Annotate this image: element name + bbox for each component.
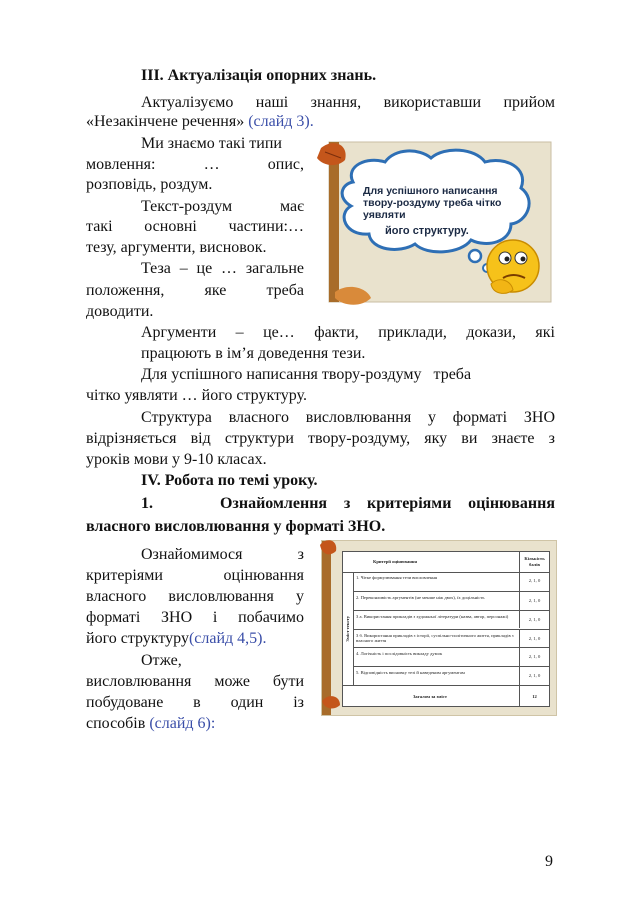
word: яке <box>204 282 227 299</box>
table-header <box>343 552 549 573</box>
slide-frame-strip <box>322 541 331 715</box>
table-row <box>353 666 549 685</box>
paragraph-line: Аргументи – це… факти, приклади, докази, які <box>141 324 555 341</box>
slide-image-criteria <box>321 540 557 716</box>
score-cell: 2, 1, 0 <box>519 611 549 629</box>
word: положення, <box>86 282 165 299</box>
table-row <box>353 610 549 629</box>
criterion-cell: 1. Чітке формулювання тези висловлення <box>356 575 437 580</box>
criteria-table <box>342 551 550 707</box>
total-value: 12 <box>519 686 549 707</box>
total-label: Загалом за зміст <box>413 694 447 699</box>
paragraph-line: Для успішного написання твору-роздуму треба <box>141 366 472 383</box>
text-span: способів <box>86 715 146 732</box>
word: треба <box>266 282 304 299</box>
paragraph-line: критеріями оцінювання <box>86 567 304 584</box>
word: … <box>203 156 220 173</box>
slide-frame-strip <box>329 142 339 302</box>
section-heading-iii: ІІІ. Актуалізація опорних знань. <box>141 67 377 84</box>
paragraph-line: форматі ЗНО і побачимо <box>86 609 304 626</box>
paragraph-line: відрізняється від структури твору-роздуму, яку ви знаєте з <box>86 430 555 447</box>
header-cell: Кількість балів <box>519 552 549 572</box>
table-row <box>353 572 549 591</box>
paragraph-line <box>86 112 314 132</box>
slide-reference: (слайд 3). <box>248 113 314 130</box>
word: опис, <box>267 156 304 173</box>
paragraph-line <box>86 693 304 713</box>
table-row-total <box>343 685 549 707</box>
paragraph-line: чітко уявляти … його структуру. <box>86 387 307 404</box>
bubble-text-line: його структуру. <box>385 225 469 237</box>
paragraph-line: висловлювання може бути <box>86 673 304 690</box>
score-cell: 2, 1, 0 <box>519 572 549 591</box>
text-span: його структуру <box>86 630 189 647</box>
text-span: «Незакінчене речення» <box>86 113 245 130</box>
paragraph-line <box>86 281 304 301</box>
criterion-cell: 3 б. Використання прикладів з історії, суспільно-політичного життя, прикладів з власного життя <box>356 632 514 644</box>
table-row <box>353 647 549 666</box>
bubble-text-line: уявляти <box>363 209 406 221</box>
word: один <box>230 694 264 711</box>
criterion-cell: 5. Відповідність висновку тезі й наведеним аргументам <box>356 670 465 676</box>
bubble-text-line: Для успішного написання <box>363 185 498 197</box>
bubble-text-line: твору-роздуму треба чітко <box>363 197 502 209</box>
slide-reference: (слайд 6): <box>149 715 216 732</box>
subsection-heading: власного висловлювання у форматі ЗНО. <box>86 518 386 535</box>
criterion-cell: 2. Переконливість аргументів (не менше ніж двох), їх доцільність <box>356 594 485 600</box>
page-number: 9 <box>545 853 553 870</box>
paragraph-line: тезу, аргументи, висновок. <box>86 239 267 256</box>
paragraph-line: Актуалізуємо наші знання, використавши прийом <box>141 94 555 111</box>
paragraph-line: Структура власного висловлювання у форматі ЗНО <box>141 409 555 426</box>
paragraph-line <box>86 155 304 175</box>
autumn-leaf-icon <box>317 143 346 165</box>
word: мовлення: <box>86 156 156 173</box>
word: з <box>297 546 304 563</box>
table-row <box>353 629 549 648</box>
slide-image-structure <box>315 138 555 310</box>
slide-reference: (слайд 4,5). <box>188 630 267 647</box>
paragraph-line <box>86 629 266 649</box>
paragraph-line: Отже, <box>141 652 182 669</box>
score-cell: 2, 1, 0 <box>519 667 549 685</box>
word: в <box>193 694 201 711</box>
score-cell: 2, 1, 0 <box>519 630 549 648</box>
paragraph-line: працюють в ім’я доведення тези. <box>141 345 366 362</box>
subsection-heading: 1. Ознайомлення з критеріями оцінювання <box>141 495 555 512</box>
paragraph-line: такі основні частини:… <box>86 218 304 235</box>
score-cell: 2, 1, 0 <box>519 648 549 666</box>
score-cell: 2, 1, 0 <box>519 592 549 610</box>
paragraph-line: доводити. <box>86 303 154 320</box>
paragraph-line: Текст-роздум має <box>141 198 304 215</box>
paragraph-line: Теза – це … загальне <box>141 260 304 277</box>
criterion-cell: 4. Логічність і послідовність викладу думок <box>356 651 443 657</box>
thinking-smiley-icon <box>487 240 539 293</box>
autumn-leaf-icon <box>318 537 340 559</box>
side-label: Зміст тексту <box>345 615 351 642</box>
paragraph-line <box>86 714 215 734</box>
word: Ознайомимося <box>141 546 243 563</box>
paragraph-line: Ми знаємо такі типи <box>141 135 282 152</box>
paragraph-line: розповідь, роздум. <box>86 176 213 193</box>
word: із <box>293 694 304 711</box>
header-cell: Критерії оцінювання <box>373 559 418 564</box>
table-row <box>353 591 549 610</box>
section-heading-iv: IV. Робота по темі уроку. <box>141 472 318 489</box>
paragraph-line: власного висловлювання у <box>86 588 304 605</box>
paragraph-line: уроків мови у 9-10 класах. <box>86 451 267 468</box>
criterion-cell: 3 а. Використання прикладів з художньої літератури (назва, автор, персонажі) <box>356 613 509 619</box>
autumn-leaf-icon <box>320 691 342 713</box>
word: побудоване <box>86 694 164 711</box>
paragraph-line <box>141 545 304 565</box>
